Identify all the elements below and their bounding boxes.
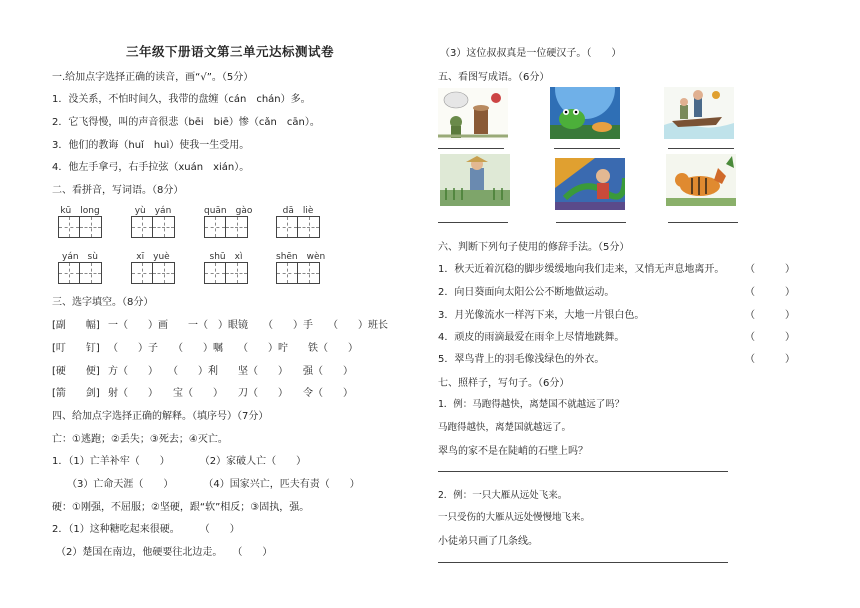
s4-question-2b: （2）楚国在南边，他硬要往北边走。 （ ） (56, 547, 273, 558)
s6-item-5-answer[interactable]: （ ） (745, 354, 795, 365)
page-title: 三年级下册语文第三单元达标测试卷 (126, 44, 335, 59)
s1-item-3: 3．他们的教诲（huǐ huì）使我一生受用。 (52, 140, 250, 151)
section-4-heading: 四、给加点字选择正确的解释。（填序号）（7分） (52, 411, 269, 422)
s6-item-2: 2．向日葵面向太阳公公不断地做运动。 (438, 287, 615, 298)
s7-answer-line-2[interactable] (438, 562, 728, 563)
s3-row-3-blanks: 方（ ） （ ）利 坚（ ） 强（ ） (108, 366, 353, 377)
s7-example-2a: 2．例：一只大雁从远处飞来。 (438, 490, 568, 501)
s3-row-4-blanks: 射（ ） 宝（ ） 刀（ ） 令（ ） (108, 388, 353, 399)
idiom-answer-line-6[interactable] (668, 222, 738, 223)
s7-example-1b: 马跑得越快，离楚国就越远了。 (438, 422, 572, 433)
section-6-heading: 六、判断下列句子使用的修辞手法。（5分） (438, 242, 630, 253)
pinyin-5: yán sù (62, 252, 98, 262)
pinyin-7: shū xì (209, 252, 243, 262)
pinyin-4: dā liè (282, 206, 314, 216)
s3-row-1-chars: [副 幅] (52, 320, 100, 331)
s7-example-2b: 一只受伤的大雁从远处慢慢地飞来。 (438, 512, 591, 523)
s3-row-3-chars: [硬 便] (52, 366, 100, 377)
pinyin-3: quān gào (204, 206, 253, 216)
s6-item-5: 5．翠鸟背上的羽毛像浅绿色的外衣。 (438, 354, 605, 365)
s4-question-2a: 2．（1）这种糖吃起来很硬。 （ ） (52, 524, 240, 535)
s1-item-2: 2．它飞得慢，叫的声音很悲（bēi biē）惨（cǎn cān）。 (52, 117, 320, 128)
s6-item-4: 4．顽皮的雨滴最爱在雨伞上尽情地跳舞。 (438, 332, 625, 343)
s1-item-1: 1．没关系，不怕时间久，我带的盘缠（cán chán）多。 (52, 94, 311, 105)
s3-row-1-blanks: 一（ ）画 一（ ）眼镜 （ ）手 （ ）班长 (108, 320, 388, 331)
s6-item-3-answer[interactable]: （ ） (745, 310, 795, 321)
frog-in-well-picture (550, 87, 620, 139)
pinyin-8: shēn wèn (276, 252, 326, 262)
fox-tiger-picture (666, 154, 736, 206)
writing-box-8[interactable] (276, 262, 320, 284)
writing-box-2[interactable] (131, 216, 175, 238)
writing-box-5[interactable] (58, 262, 102, 284)
idiom-answer-line-2[interactable] (554, 148, 620, 149)
s1-item-4: 4．他左手拿弓，右手拉弦（xuán xián）。 (52, 162, 250, 173)
s6-item-1-answer[interactable]: （ ） (745, 264, 795, 275)
s4-definition-2: 硬：①刚强，不屈服；②坚硬，跟“软”相反；③固执，强。 (52, 502, 310, 513)
s7-answer-line-1[interactable] (438, 471, 728, 472)
pulling-seedlings-picture (440, 154, 510, 206)
pinyin-6: xī yuè (136, 252, 170, 262)
s7-example-1a: 1．例：马跑得越快，离楚国不就越远了吗？ (438, 399, 625, 410)
s4-question-1a: 1．（1）亡羊补牢（ ） （2）家破人亡（ ） (52, 456, 307, 467)
boat-sword-picture (664, 87, 734, 139)
s6-item-2-answer[interactable]: （ ） (745, 287, 795, 298)
s3-row-4-chars: [箭 剑] (52, 388, 100, 399)
painting-dragon-picture (555, 158, 625, 210)
pinyin-2: yù yán (134, 206, 172, 216)
writing-box-3[interactable] (204, 216, 248, 238)
section-5-heading: 五、看图写成语。（6分） (438, 72, 550, 83)
s6-item-4-answer[interactable]: （ ） (745, 332, 795, 343)
s3-row-2-blanks: （ ）子 （ ）嘱 （ ）咛 铁（ ） (108, 343, 358, 354)
s4-definition-1: 亡：①逃跑；②丢失；③死去；④灭亡。 (52, 434, 228, 445)
s3-row-2-chars: [叮 钉] (52, 343, 100, 354)
s7-question-1: 翠鸟的家不是在陡峭的石壁上吗？ (438, 446, 588, 457)
s6-item-1: 1．秋天近着沉稳的脚步缓缓地向我们走来，又悄无声息地离开。 (438, 264, 725, 275)
tree-stump-farmer-picture (438, 88, 508, 140)
pinyin-1: kū long (60, 206, 100, 216)
s7-question-2: 小徒弟只画了几条线。 (438, 536, 538, 547)
section-7-heading: 七、照样子，写句子。（6分） (438, 378, 570, 389)
s4-question-2c: （3）这位叔叔真是一位硬汉子。（ ） (440, 48, 622, 59)
idiom-answer-line-5[interactable] (556, 222, 626, 223)
idiom-answer-line-3[interactable] (668, 148, 734, 149)
s4-question-1b: （3）亡命天涯（ ） （4）国家兴亡，匹夫有责（ ） (52, 479, 360, 490)
section-2-heading: 二、看拼音，写词语。（8分） (52, 185, 184, 196)
section-1-heading: 一.给加点字选择正确的读音，画“√”。（5分） (52, 72, 254, 83)
writing-box-6[interactable] (131, 262, 175, 284)
section-3-heading: 三、选字填空。（8分） (52, 297, 154, 308)
idiom-answer-line-1[interactable] (438, 148, 504, 149)
idiom-answer-line-4[interactable] (438, 222, 508, 223)
s6-item-3: 3．月光像流水一样泻下来，大地一片银白色。 (438, 310, 645, 321)
writing-box-4[interactable] (276, 216, 320, 238)
writing-box-1[interactable] (58, 216, 102, 238)
writing-box-7[interactable] (204, 262, 248, 284)
